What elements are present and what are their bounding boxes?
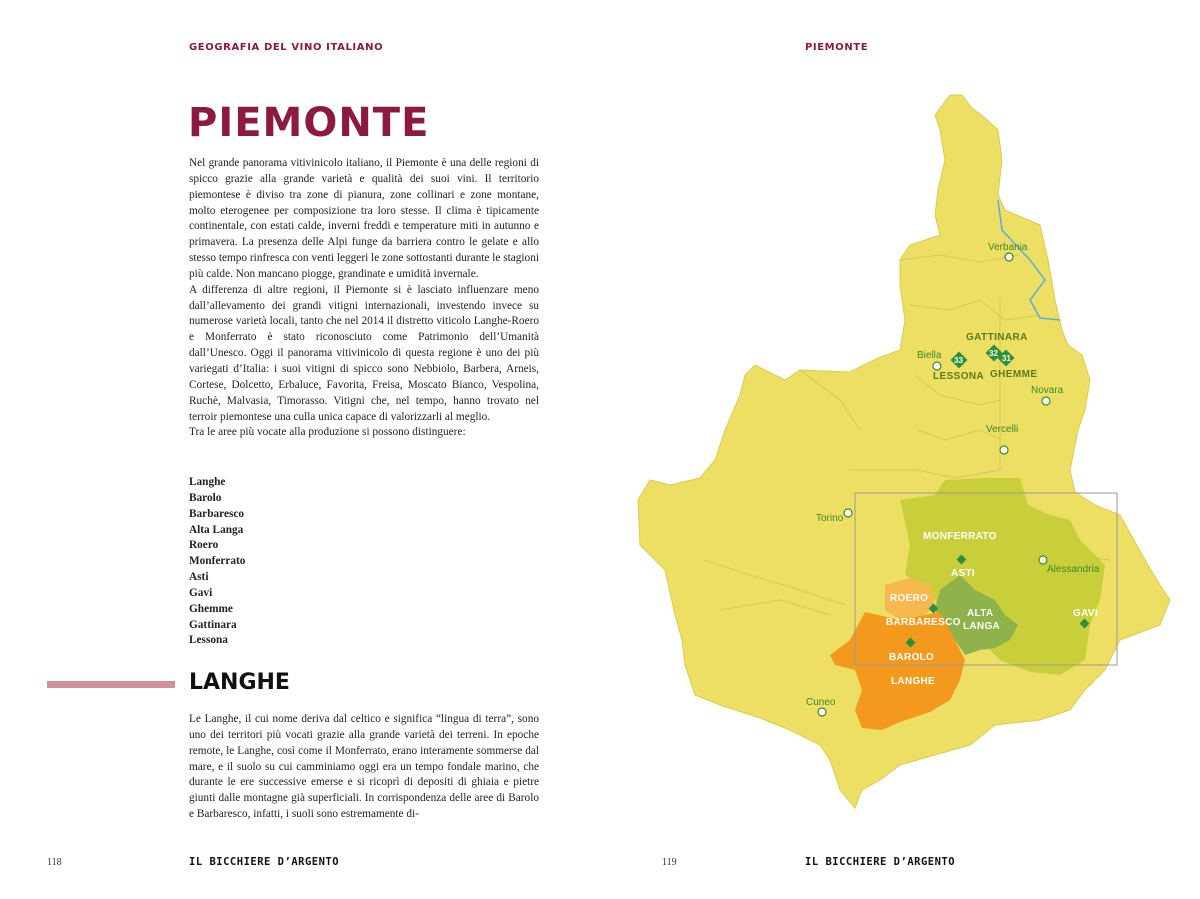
zone-label-langhe: LANGHE [891, 676, 936, 687]
zone-label-barolo: BAROLO [889, 652, 935, 663]
list-item: Gattinara [189, 618, 237, 631]
city-marker-verbania [1005, 253, 1013, 261]
city-torino: Torino [816, 513, 844, 524]
zone-label-monferrato: MONFERRATO [923, 531, 997, 542]
zone-label-ghemme: GHEMME [990, 369, 1038, 380]
zone-label-alta: ALTA [967, 608, 994, 619]
list-item: Gavi [189, 586, 213, 599]
zone-label-roero: ROERO [890, 593, 929, 604]
city-marker-biella [933, 362, 941, 370]
list-item: Asti [189, 571, 209, 584]
intro-text [189, 156, 539, 441]
zone-label-barbaresco: BARBARESCO [886, 617, 961, 628]
city-cuneo: Cuneo [806, 697, 836, 708]
list-item: Lessona [189, 634, 228, 647]
list-item: Langhe [189, 476, 226, 488]
footer-title-right: IL BICCHIERE D’ARGENTO [805, 856, 956, 868]
right-page [600, 0, 1200, 899]
city-verbania: Verbania [988, 242, 1028, 253]
zone-label-langa: LANGA [963, 621, 1001, 632]
list-item: Barbaresco [189, 507, 245, 520]
city-marker-alessandria [1039, 556, 1047, 564]
page-number-left: 118 [47, 857, 62, 868]
section-divider-bar [47, 681, 175, 688]
city-novara: Novara [1031, 385, 1064, 396]
list-item: Barolo [189, 491, 222, 504]
list-item: Roero [189, 539, 219, 552]
page-number-right: 119 [662, 857, 677, 868]
running-head-left: GEOGRAFIA DEL VINO ITALIANO [189, 42, 384, 53]
zone-label-gavi: GAVI [1073, 608, 1098, 619]
city-alessandria: Alessandria [1047, 564, 1100, 575]
zone-label-gattinara: GATTINARA [966, 332, 1028, 343]
intro-paragraph-3: Tra le aree più vocate alla produzione si possono distinguere: [189, 426, 466, 439]
badge-32: 32 [989, 349, 998, 358]
city-marker-vercelli [1000, 446, 1008, 454]
footer-title-left: IL BICCHIERE D’ARGENTO [189, 856, 340, 868]
zone-label-asti: ASTI [951, 568, 975, 579]
badge-33: 33 [954, 356, 963, 365]
list-item: Alta Langa [189, 523, 244, 536]
badge-31: 31 [1002, 354, 1011, 363]
intro-paragraph-2: A differenza di altre regioni, il Piemonte si è lasciato influenzare meno dall’allevamento dei grandi vitigni internazionali, investendo invece su numerose varietà locali, tanto che nel 2014 il distretto viticolo Langhe-Roero e Monferrato è stato riconosciuto come Patrimonio dell’Umanità dall’Unesco. Oggi il panorama vitivinicolo di questa regione è uno dei più variegati d’Italia: i suoi vitigni di spicco sono Nebbiolo, Barbera, Arneis, Cortese, Dolcetto, Erbaluce, Favorita, Freisa, Moscato Bianco, Vespolina, Ruchè, Malvasia, Timorasso. Vitigni che, nel tempo, hanno trovato nel terroir piemontese una culla unica capace di valorizzarli al meglio. [189, 283, 539, 423]
piemonte-map [600, 0, 1200, 840]
city-vercelli: Vercelli [986, 424, 1019, 435]
zone-label-lessona: LESSONA [933, 371, 985, 382]
list-item: Ghemme [189, 602, 233, 615]
area-list [189, 475, 245, 649]
page-title: PIEMONTE [188, 100, 430, 146]
intro-paragraph-1: Nel grande panorama vitivinicolo italiano, il Piemonte è una delle regioni di spicco grazie alla grande varietà e qualità dei suoi vini. Il territorio piemontese è diviso tra zone di pianura, zone collinari e zone montane, molto eterogenee per composizione tra loro stesse. Il clima è tipicamente continentale, con estati calde, inverni freddi e temperature miti in autunno e primavera. La presenza delle Alpi funge da barriera contro le gelate e allo stesso tempo rinfresca con venti leggeri le zone sottostanti durante le stagioni più calde. Non mancano piogge, grandinate e umidità invernale. [189, 157, 539, 280]
running-head-right: PIEMONTE [805, 42, 869, 53]
city-marker-novara [1042, 397, 1050, 405]
city-biella: Biella [917, 350, 942, 361]
list-item: Monferrato [189, 555, 246, 568]
section-text: Le Langhe, il cui nome deriva dal celtico e significa “lingua di terra”, sono uno dei territori più vocati grazie alla grande varietà dei terreni. In epoche remote, le Langhe, così come il Monferrato, erano interamente sommerse dal mare, e il suolo su cui camminiamo oggi era un tempo fondale marino, che durante le ere successive emerse e si ricoprì di depositi di ghiaia e pietre giunti dalle montagne già superficiali. In corrispondenza delle aree di Barolo e Barbaresco, infatti, i suoli sono estremamente di- [189, 713, 539, 821]
section-title: LANGHE [189, 670, 290, 695]
city-marker-cuneo [818, 708, 826, 716]
city-marker-torino [844, 509, 852, 517]
